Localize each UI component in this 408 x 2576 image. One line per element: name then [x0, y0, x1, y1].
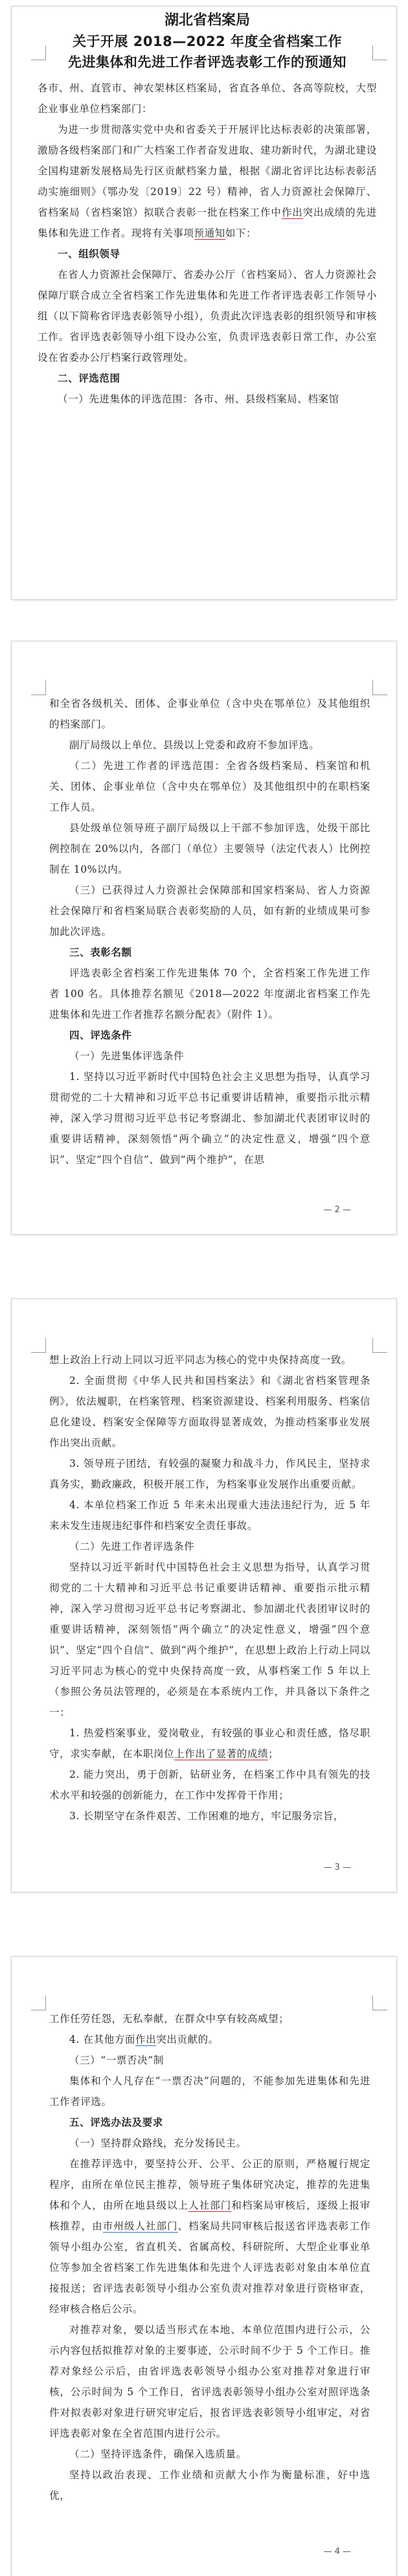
quota-paragraph: 评选表彰全省档案工作先进集体 70 个，全省档案工作先进工作者 100 名。具体推荐名额见《2018—2022 年度湖北省档案工作先进集体和先进工作者推荐名额分配表》（附件 1）。	[49, 967, 370, 1020]
continued-text: 和全省各级机关、团体、企事业单位（含中央在鄂单位）及其他组织的档案部门。	[49, 698, 370, 730]
scope-individual: （二）先进工作者的评选范围：全省各级档案局、档案馆和机关、团体、企事业单位（含中央在鄂单位）及其他组织中的在职档案工作人员。	[49, 760, 370, 813]
worker-condition-1: 1. 热爱档案事业，爱岗敬业，有较强的事业心和责任感，恪尽职守，求实奉献，在本职岗位上作出了显著的成绩；	[49, 1727, 370, 1760]
crop-mark	[372, 1338, 387, 1353]
condition-1: 1. 坚持以习近平新时代中国特色社会主义思想为指导，认真学习贯彻党的二十大精神和习近平总书记重要讲话精神，重要指示批示精神，深入学习贯彻习近平总书记考察湖北、参加湖北代表团审议时的重要讲话精神，深刻领悟“两个确立”的决定性意义，增强“四个意识”、坚定“四个自信”、做到“两个维护”，在思	[49, 1071, 370, 1166]
condition-3: 3. 领导班子团结，有较强的凝聚力和战斗力，作风民主，坚持求真务实，勤政廉政，积极开展工作，为档案事业发展作出重要贡献。	[49, 1458, 370, 1490]
scope-collective: （一）先进集体的评选范围：各市、州、县级档案局、档案馆	[58, 393, 339, 405]
requirement-2-text: 坚持以政治表现、工作业绩和贡献大小作为衡量标准，好中选优，	[49, 2469, 370, 2501]
document-page-3	[12, 1299, 396, 1892]
crop-mark	[31, 1995, 46, 2010]
requirement-1-text: 在推荐评选中，要坚持公开、公平、公正的原则，严格履行规定程序，由所在单位民主推荐，领导班子集体研究决定，推荐的先进集体和个人，由所在地县级以上人社部门和档案局审核后，逐级上报审核推荐，由市州级人社部门、档案局共同审核后报送省评选表彰工作领导小组办公室，省直机关、省属高校、科研院所、大型企业事业单位等参加全省档案工作先进集体和先进个人评选表彰对象由本单位直接报送；省评选表彰领导小组办公室负责对推荐对象进行资格审查，经审核合格后公示。	[49, 2158, 370, 2315]
subheading: （三）“一票否决”制	[69, 2054, 164, 2066]
document-page-4	[12, 1957, 396, 2576]
crop-mark	[31, 1338, 46, 1353]
worker-condition-3: 3. 长期坚守在条件艰苦、工作困难的地方，牢记服务宗旨，	[69, 1810, 345, 1822]
subheading: （二）先进工作者评选条件	[69, 1541, 195, 1552]
requirement-1: （一）坚持群众路线，充分发扬民主。	[69, 2137, 247, 2149]
section-heading-4: 四、评选条件	[69, 1029, 132, 1041]
annotation-underline: 预通知	[194, 227, 225, 239]
crop-mark	[372, 680, 387, 695]
worker-condition-2: 2. 能力突出，勇于创新，钻研业务，在档案工作中具有领先的技术水平和较强的创新能力，在工作中发挥骨干作用；	[49, 1769, 370, 1801]
annotation-underline: 作出	[281, 207, 303, 218]
paragraph: （三）已获得过人力资源社会保障部和国家档案局、省人力资源社会保障厅和省档案局联合表彰奖励的人员，如有新的业绩成果可参加此次评选。	[49, 884, 370, 937]
annotation-underline: 人社部门	[188, 2200, 232, 2211]
section-heading-1: 一、组织领导	[58, 248, 120, 260]
annotation-underline: 市州级人社部门	[102, 2220, 178, 2232]
page-number: — 4 —	[323, 2547, 351, 2557]
worker-conditions: 坚持以习近平新时代中国特色社会主义思想为指导，认真学习贯彻党的二十大精神和习近平总书记重要讲话精神、重要指示批示精神，深入学习贯彻习近平总书记考察湖北、参加湖北代表团审议时的重要讲话精神，深刻领悟“两个确立”的决定性意义，增强“四个意识”、坚定“四个自信”、做到“两个维护”，在思想上政治上行动上同以习近平同志为核心的党中央保持高度一致，从事档案工作 5 年以上（参照公务员法管理的，必须是在本系统内工作，并具备以下条件之一：	[49, 1561, 370, 1718]
annotation-underline: 上作出了显著的成绩	[174, 1748, 269, 1760]
title-line-2: 先进集体和先进工作者评选表彰工作的预通知	[68, 54, 346, 70]
section-heading-2: 二、评选范围	[58, 373, 120, 384]
page-number: — 2 —	[323, 1205, 351, 1215]
paragraph: 县处级单位领导班子副厅局级以上干部不参加评选，处级干部比例控制在 20%以内，各部门（单位）主要领导（法定代表人）比例控制在 10%以内。	[49, 822, 370, 875]
section-heading-5: 五、评选办法及要求	[69, 2117, 163, 2128]
document-page-2	[12, 641, 396, 1234]
crop-mark	[372, 1995, 387, 2010]
crop-mark	[31, 680, 46, 695]
paragraph: 副厅局级以上单位、县级以上党委和政府不参加评选。	[69, 739, 320, 751]
document-page-1	[12, 6, 396, 599]
subheading: （一）先进集体评选条件	[69, 1050, 185, 1062]
document-title	[38, 10, 377, 73]
recipients: 各市、州、直管市、神农架林区档案局，省直各单位、各高等院校，大型企业事业单位档案部门：	[38, 82, 377, 115]
condition-2: 2. 全面贯彻《中华人民共和国档案法》和《湖北省档案管理条例》，依法履职，在档案管理、档案资源建设、档案利用服务、档案信息化建设、档案安全保障等方面取得显著成效，为推动档案事业发展作出突出贡献。	[49, 1375, 370, 1449]
intro-paragraph: 为进一步贯彻落实党中央和省委关于开展评比达标表彰的决策部署，激励各级档案部门和广大档案工作者奋发进取、建功新时代，为湖北建设全国构建新发展格局先行区贡献档案力量，根据《湖北省评比达标表彰活动实施细则》（鄂办发〔2019〕22 号）精神，省人力资源社会保障厅、省档案局（省档案馆）拟联合表彰一批在档案工作中作出突出成绩的先进集体和先进工作者。现将有关事项预通知如下：	[38, 124, 378, 239]
section-heading-3: 三、表彰名额	[69, 947, 132, 958]
veto-paragraph: 集体和个人凡存在“一票否决”问题的，不能参加先进集体和先进工作者评选。	[49, 2075, 370, 2108]
requirement-2: （二）坚持评选条件，确保入选质量。	[69, 2448, 247, 2460]
org-paragraph: 在省人力资源社会保障厅、省委办公厅（省档案局）、省人力资源社会保障厅联合成立全省档案工作先进集体和先进工作者评选表彰工作领导小组（以下简称省评选表彰领导小组），负责此次评选表彰的组织领导和审核工作。省评选表彰领导小组下设办公室，负责评选表彰日常工作，办公室设在省委办公厅档案行政管理处。	[38, 269, 377, 363]
continued-text: 想上政治上行动上同以习近平同志为核心的党中央保持高度一致。	[49, 1354, 352, 1366]
page-number: — 3 —	[323, 1863, 351, 1872]
worker-condition-4: 4. 在其他方面作出突出贡献的。	[69, 2034, 219, 2045]
condition-4: 4. 本单位档案工作近 5 年来未出现重大违法违纪行为，近 5 年来未发生违规违纪事件和档案安全责任事故。	[49, 1499, 370, 1532]
annotation-underline: 作出	[135, 2034, 157, 2045]
title-line-1: 关于开展 2018—2022 年度全省档案工作	[72, 34, 342, 49]
issuing-agency: 湖北省档案局	[164, 12, 250, 29]
continued-text: 工作任劳任怨，无私奉献，在群众中享有较高威望；	[49, 2013, 289, 2025]
publicity-paragraph: 对推荐对象，要以适当形式在本地、本单位范围内进行公示，公示内容包括拟推荐对象的主要事迹，公示时间不少于 5 个工作日。推荐对象经公示后，由省评选表彰领导小组办公室对推荐对象进行审核，公示时间为 5 个工作日，省评选表彰领导小组办公室对照评选条件对拟表彰对象进行研究审定后，报省评选表彰领导小组审定，对省评选表彰对象在全省范围内进行公示。	[49, 2324, 370, 2439]
